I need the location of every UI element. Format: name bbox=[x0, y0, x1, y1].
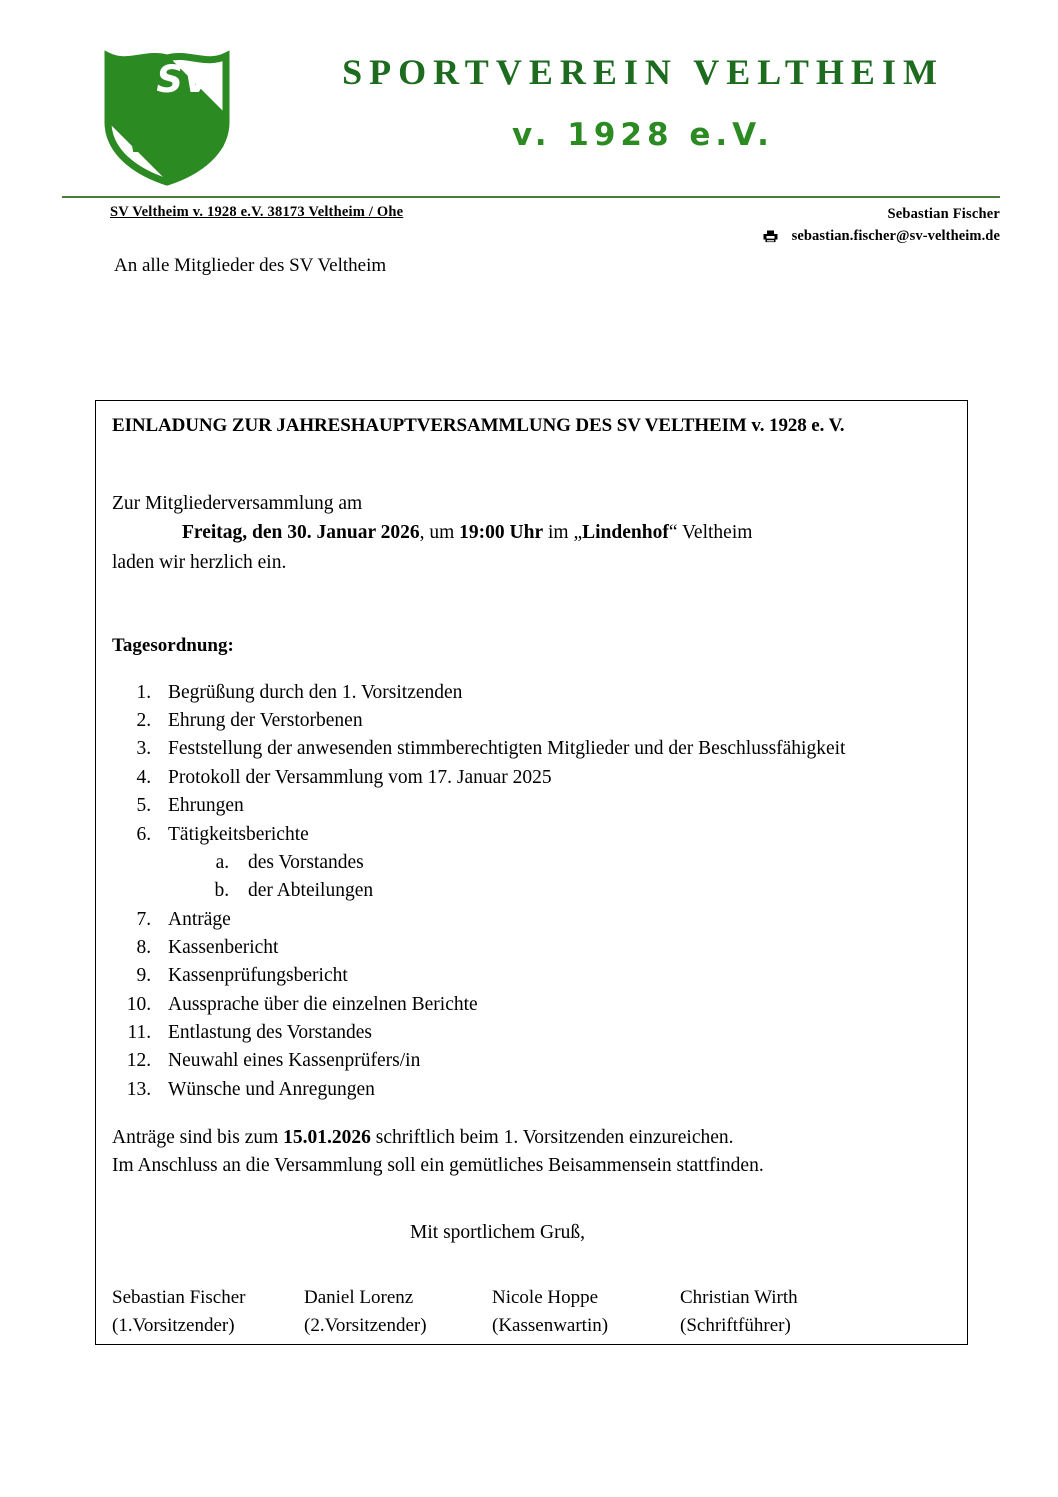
agenda-item-label: Neuwahl eines Kassenprüfers/in bbox=[168, 1050, 421, 1072]
intro-line2-im: im „ bbox=[543, 522, 583, 544]
contact-block bbox=[763, 203, 1000, 248]
agenda-item-label: Protokoll der Versammlung vom 17. Januar 2025 bbox=[168, 766, 552, 788]
contact-email-row bbox=[763, 225, 1000, 247]
agenda-item bbox=[156, 1047, 953, 1075]
club-subtitle: v. 1928 e.V. bbox=[512, 116, 774, 153]
agenda-item bbox=[156, 962, 953, 990]
sv-veltheim-shield-logo-icon bbox=[96, 44, 238, 186]
svg-text:1928: 1928 bbox=[150, 125, 226, 156]
intro-line-3: laden wir herzlich ein. bbox=[112, 551, 287, 573]
closing-line-2: Im Anschluss an die Versammlung soll ein gemütliches Beisammensein stattfinden. bbox=[112, 1155, 764, 1177]
closing-line-1 bbox=[112, 1124, 953, 1152]
closing-paragraph bbox=[112, 1124, 953, 1180]
document-heading: EINLADUNG ZUR JAHRESHAUPTVERSAMMLUNG DES SV VELTHEIM v. 1928 e. V. bbox=[112, 415, 845, 436]
signature-block bbox=[680, 1284, 860, 1339]
letter-content bbox=[112, 415, 953, 1339]
agenda-item-label: Tätigkeitsberichte bbox=[168, 823, 309, 845]
agenda-item-label: Kassenbericht bbox=[168, 936, 279, 958]
club-title: SPORTVEREIN VELTHEIM bbox=[342, 52, 944, 92]
agenda-item-label: Anträge bbox=[168, 908, 231, 930]
svg-text:SV: SV bbox=[156, 58, 212, 101]
letter-frame bbox=[95, 400, 968, 1345]
contact-email: sebastian.fischer@sv-veltheim.de bbox=[791, 228, 1000, 245]
agenda-item bbox=[156, 906, 953, 934]
signature-role: (1.Vorsitzender) bbox=[112, 1314, 235, 1336]
agenda-item bbox=[156, 1076, 953, 1104]
agenda-item-label: Aussprache über die einzelnen Berichte bbox=[168, 993, 478, 1015]
mail-printer-icon bbox=[763, 230, 778, 243]
club-title-block bbox=[248, 48, 1038, 154]
agenda-item-label: Wünsche und Anregungen bbox=[168, 1078, 375, 1100]
greeting-line: Mit sportlichem Gruß, bbox=[410, 1222, 585, 1244]
meeting-time: 19:00 Uhr bbox=[459, 522, 544, 544]
agenda-sublist bbox=[168, 849, 953, 906]
closing-line1-post: schriftlich beim 1. Vorsitzenden einzureichen. bbox=[370, 1127, 734, 1149]
agenda-title: Tagesordnung: bbox=[112, 634, 234, 656]
agenda-item-label: Begrüßung durch den 1. Vorsitzenden bbox=[168, 681, 463, 703]
intro-paragraph bbox=[112, 489, 953, 577]
agenda-subitem bbox=[234, 877, 953, 905]
intro-line-1: Zur Mitgliederversammlung am bbox=[112, 493, 363, 514]
agenda-item bbox=[156, 735, 953, 763]
agenda-list bbox=[112, 679, 953, 1104]
agenda-subitem bbox=[234, 849, 953, 877]
signature-block bbox=[492, 1284, 680, 1339]
agenda-item bbox=[156, 1019, 953, 1047]
motion-deadline: 15.01.2026 bbox=[283, 1127, 371, 1149]
agenda-item-label: Kassenprüfungsbericht bbox=[168, 965, 348, 987]
agenda-item bbox=[156, 934, 953, 962]
signature-role: (Kassenwartin) bbox=[492, 1314, 609, 1336]
agenda-item bbox=[156, 764, 953, 792]
intro-line2-mid: , um bbox=[419, 522, 460, 544]
signature-name: Christian Wirth bbox=[680, 1287, 798, 1309]
return-address: SV Veltheim v. 1928 e.V. 38173 Veltheim / Ohe bbox=[110, 204, 404, 220]
signature-role: (2.Vorsitzender) bbox=[304, 1314, 427, 1336]
closing-line1-pre: Anträge sind bis zum bbox=[112, 1127, 284, 1149]
meeting-date: Freitag, den 30. Januar 2026 bbox=[182, 522, 420, 544]
agenda-subitem-label: des Vorstandes bbox=[248, 851, 364, 873]
signature-name: Nicole Hoppe bbox=[492, 1287, 599, 1309]
signature-block bbox=[112, 1284, 304, 1339]
contact-name: Sebastian Fischer bbox=[887, 206, 1000, 222]
signature-block bbox=[304, 1284, 492, 1339]
agenda-item bbox=[156, 991, 953, 1019]
signature-name: Sebastian Fischer bbox=[112, 1287, 246, 1309]
signature-role: (Schriftführer) bbox=[680, 1314, 791, 1336]
agenda-item-label: Ehrung der Verstorbenen bbox=[168, 710, 363, 732]
agenda-item bbox=[156, 679, 953, 707]
agenda-item-label: Feststellung der anwesenden stimmberechtigten Mitglieder und der Beschlussfähigkeit bbox=[168, 738, 846, 760]
intro-line2-tail: “ Veltheim bbox=[668, 522, 753, 544]
recipient-line: An alle Mitglieder des SV Veltheim bbox=[114, 255, 387, 276]
meeting-venue: Lindenhof bbox=[582, 522, 669, 544]
signature-name: Daniel Lorenz bbox=[304, 1287, 414, 1309]
agenda-item-label: Ehrungen bbox=[168, 795, 244, 817]
agenda-item-label: Entlastung des Vorstandes bbox=[168, 1022, 373, 1044]
agenda-item bbox=[156, 821, 953, 906]
header-divider-rule bbox=[62, 196, 1000, 198]
agenda-item bbox=[156, 707, 953, 735]
letterhead bbox=[0, 34, 1058, 186]
intro-line-2 bbox=[112, 518, 953, 547]
svg-text:V: V bbox=[125, 118, 155, 161]
signature-row bbox=[112, 1284, 953, 1339]
agenda-item bbox=[156, 792, 953, 820]
agenda-subitem-label: der Abteilungen bbox=[248, 880, 374, 902]
